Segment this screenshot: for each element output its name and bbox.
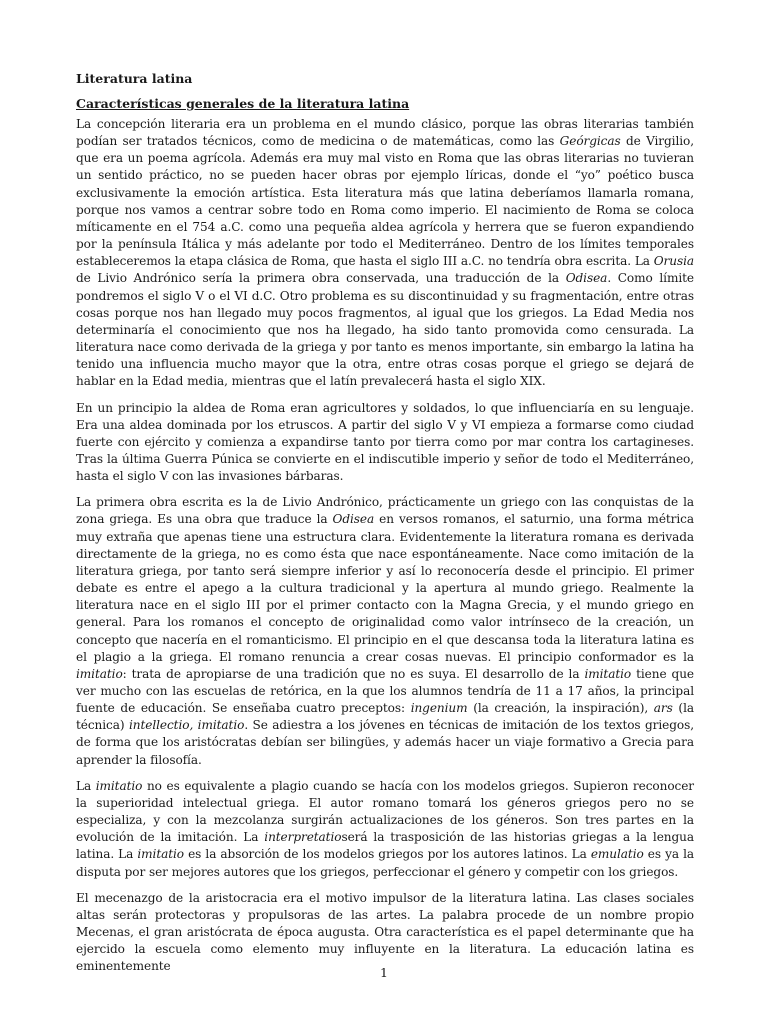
body-paragraph (76, 778, 694, 881)
text-run: El mecenazgo de la aristocracia era el motivo impulsor de la literatura latina. Las clases sociales altas serán protectoras y propulsoras de las artes. La palabra procede de un nombre propio Mecenas, el gran aristócrata de época augusta. Otra característica es el papel determinante que ha ejercido la escuela como elemento muy influyente en la literatura. La educación latina es eminentemente (76, 890, 694, 974)
page-number: 1 (380, 965, 388, 980)
italic-term: imitatio (95, 778, 143, 793)
paragraph-list (76, 116, 694, 976)
italic-term: ingenium (410, 701, 468, 716)
text-run: es la absorción de los modelos griegos por los autores latinos. La (184, 847, 591, 862)
text-run: (la creación, la inspiración), (467, 701, 654, 716)
text-run: tiene que ver mucho con las escuelas de retórica, en la que los alumnos tendría de 11 a 17 años, la principal fuente de educación. Se enseñaba cuatro preceptos: (76, 666, 694, 716)
document-body (76, 70, 694, 985)
body-paragraph (76, 400, 694, 486)
text-run: en versos romanos, el saturnio, una forma métrica muy extraña que apenas tiene una estructura clara. Evidentemente la literatura romana es derivada directamente de la griega, no es como ésta que nace espontáneamente. Nace como imitación de la literatura griega, por tanto será siempre inferior y así lo reconocería desde el principio. El primer debate es entre el apego a la cultura tradicional y la apertura al mundo griego. Realmente la literatura nace en el siglo III por el primer contacto con la Magna Grecia, y el mundo griego en general. Para los romanos el concepto de originalidad como valor intrínseco de la creación, un concepto que nacería en el romanticismo. El principio en el que descansa toda la literatura latina es el plagio a la griega. El romano renuncia a crear cosas nuevas. El principio conformador es la (76, 512, 694, 664)
text-run: de Livio Andrónico sería la primera obra conservada, una traducción de la (76, 271, 566, 286)
text-run: será la trasposición de las historias griegas a la lengua latina. La (76, 830, 694, 862)
body-paragraph (76, 494, 694, 769)
italic-term: emulatio (590, 847, 644, 862)
italic-term: Geórgicas (559, 134, 621, 149)
text-run: . Como límite pondremos el siglo V o el VI d.C. Otro problema es su discontinuidad y su fragmentación, entre otras cosas porque nos han llegado muy pocos fragmentos, al igual que los griegos. La Edad Media nos determinaría el conocimiento que nos ha llegado, ha sido tanto promovida como censurada. La literatura nace como derivada de la griega y por tanto es menos importante, sin embargo la latina ha tenido una influencia mucho mayor que la otra, entre otras cosas porque el griego se dejará de hablar en la Edad media, mientras que el latín prevalecerá hasta el siglo XIX. (76, 271, 694, 389)
italic-term: Odisea (332, 512, 375, 527)
text-run: La concepción literaria era un problema en el mundo clásico, porque las obras literarias también podían ser tratados técnicos, como de medicina o de matemáticas, como las (76, 117, 694, 149)
text-run: La (76, 778, 96, 793)
document-title: Literatura latina (76, 71, 193, 86)
text-run: . Se adiestra a los jóvenes en técnicas de imitación de los textos griegos, de forma que los aristócratas debían ser bilingües, y además hacer un viaje formativo a Grecia para aprender la filosofía. (76, 718, 695, 767)
italic-term: imitatio (137, 847, 185, 862)
text-run: es ya la disputa por ser mejores autores que los griegos, perfeccionar el género y competir con los griegos. (76, 847, 694, 879)
italic-term: ars (653, 701, 673, 716)
body-paragraph (76, 890, 694, 976)
text-run: En un principio la aldea de Roma eran agricultores y soldados, lo que influenciaría en su lenguaje. Era una aldea dominada por los etruscos. A partir del siglo V y VI empieza a formarse como ciudad fuerte con ejército y comienza a expandirse tanto por tierra como por mar contra los cartagineses. Tras la última Guerra Púnica se convierte en el indiscutible imperio y señor de todo el Mediterráneo, hasta el siglo V con las invasiones bárbaras. (76, 400, 694, 484)
body-paragraph (76, 116, 694, 391)
italic-term: Orusia (653, 254, 694, 269)
text-run: La primera obra escrita es la de Livio Andrónico, prácticamente un griego con las conquistas de la zona griega. Es una obra que traduce la (76, 495, 694, 527)
italic-term: imitatio (584, 666, 632, 681)
italic-term: interpretatio (264, 830, 342, 845)
text-run: no es equivalente a plagio cuando se hacía con los modelos griegos. Supieron reconocer la superioridad intelectual griega. El autor romano tomará los géneros griegos pero no se especializa, y con la mezcolanza surgirán actualizaciones de los géneros. Son tres partes en la evolución de la imitación. La (76, 778, 694, 845)
italic-term: Odisea (565, 271, 608, 286)
text-run: de Virgilio, que era un poema agrícola. Además era muy mal visto en Roma que las obras literarias no tuvieran un sentido práctico, no se pueden hacer obras por ejemplo líricas, donde el “yo” poético busca exclusivamente la emoción artística. Esta literatura más que latina deberíamos llamarla romana, porque nos vamos a centrar sobre todo en Roma como imperio. El nacimiento de Roma se coloca míticamente en el 754 a.C. como una pequeña aldea agrícola y herrera que se fueron expandiendo por la península Itálica y más adelante por todo el Mediterráneo. Dentro de los límites temporales estableceremos la etapa clásica de Roma, que hasta el siglo III a.C. no tendría obra escrita. La (76, 134, 694, 269)
italic-term: intellectio, imitatio (128, 718, 245, 733)
italic-term: imitatio (76, 666, 123, 681)
text-run: : trata de apropiarse de una tradición que no es suya. El desarrollo de la (122, 666, 585, 681)
section-heading: Características generales de la literatura latina (76, 96, 410, 111)
text-run: (la técnica) (76, 701, 694, 733)
